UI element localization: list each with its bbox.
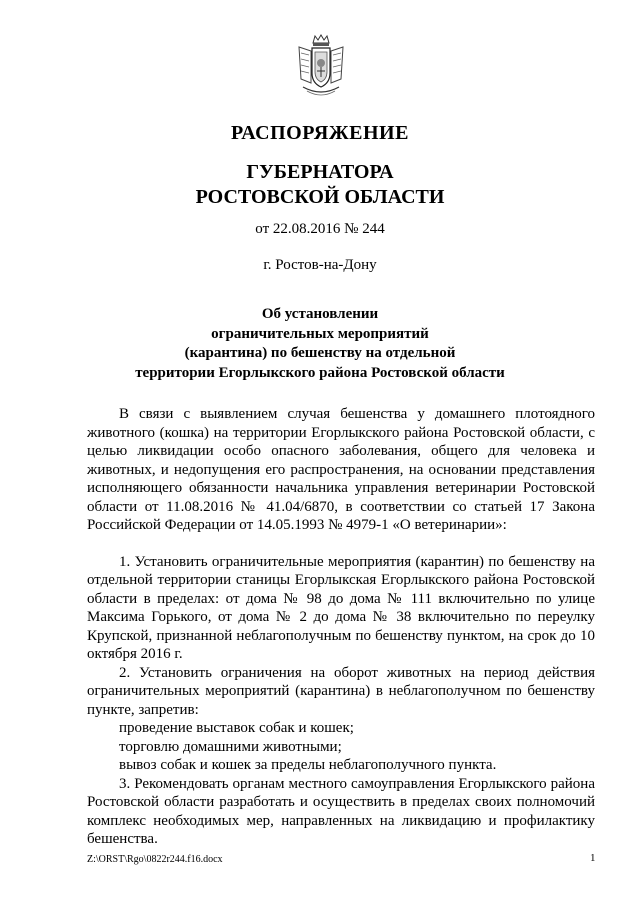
coat-of-arms-icon [293,33,349,101]
item-2-sub-2: торговлю домашними животными; [119,738,342,755]
document-subject [0,305,640,383]
footer-page-number: 1 [590,852,596,864]
subject-line-4: территории Егорлыкского района Ростовской области [135,364,505,381]
item-3-paragraph: 3. Рекомендовать органам местного самоуправления Егорлыкского района Ростовской области разработать и осуществить в пределах своих полномочий комплекс необходимых мер, направленных на ликвидацию и профилактику бешенства. [87,775,595,847]
item-2-sub-3: вывоз собак и кошек за пределы неблагополучного пункта. [119,757,497,773]
subject-line-3: (карантина) по бешенству на отдельной [184,345,456,361]
subject-line-2: ограничительных мероприятий [211,325,429,342]
preamble-paragraph: В связи с выявлением случая бешенства у домашнего плотоядного животного (кошка) на территории Егорлыкского района Ростовской области, с целью ликвидации особо опасного заболевания, общего для человека и животных, и недопущения его распространения, на основании представления исполняющего обязанности начальника управления ветеринарии Ростовской области от 11.08.2016 № 41.04/6870, в соответствии со статьей 17 Закона Российской Федерации от 14.05.1993 № 4979-1 «О ветеринарии»: [87,406,595,533]
authority-heading [0,160,640,210]
item-1-paragraph: 1. Установить ограничительные мероприятия (карантин) по бешенству на отдельной территории станицы Егорлыкская Егорлыкского района Ростовской области в пределах: от дома № 98 до дома № 111 включительно по улице Максима Горького, от дома № 2 до дома № 38 включительно по переулку Крупской, признанной неблагополучным по бешенству пунктом, на срок до 10 октября 2016 г. [87,553,595,662]
footer-file-path: Z:\ORST\Rgo\0822r244.f16.docx [87,854,223,865]
authority-line-1: ГУБЕРНАТОРА [246,161,394,183]
document-place: г. Ростов-на-Дону [263,257,377,273]
document-date-number: от 22.08.2016 № 244 [255,221,385,237]
subject-line-1: Об установлении [261,306,379,322]
item-2-sub-1: проведение выставок собак и кошек; [119,720,354,736]
document-type-heading: РАСПОРЯЖЕНИЕ [231,122,409,144]
document-body [87,405,595,849]
authority-line-2: РОСТОВСКОЙ ОБЛАСТИ [195,186,445,208]
item-2-paragraph: 2. Установить ограничения на оборот животных на период действия ограничительных мероприятий (карантина) в неблагополучном по бешенству пункте, запретив: [87,664,595,718]
